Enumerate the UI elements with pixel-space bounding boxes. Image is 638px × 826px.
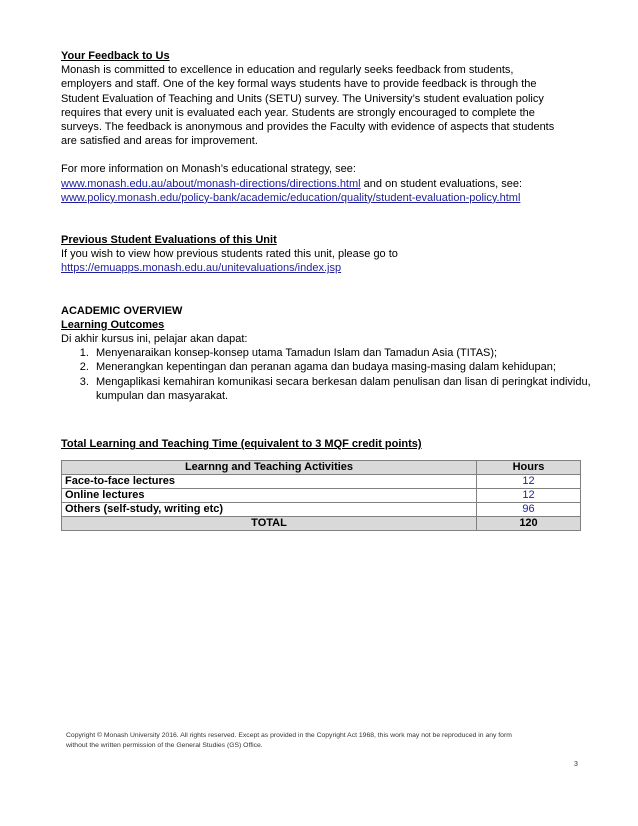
- hours-cell: 96: [477, 503, 581, 517]
- hours-cell: 12: [477, 489, 581, 503]
- page-number: 3: [574, 761, 578, 768]
- feedback-line: employers and staff. One of the key formal ways students have to provide feedback is through the: [61, 78, 537, 91]
- directions-suffix: and on student evaluations, see:: [360, 177, 523, 190]
- learning-outcome-item: 2. Menerangkan kepentingan dan peranan agama dan budaya masing-masing dalam kehidupan;: [92, 360, 591, 374]
- learning-outcomes-heading: Learning Outcomes: [61, 318, 165, 331]
- feedback-line: surveys. The feedback is anonymous and provides the Faculty with evidence of aspects that students: [61, 121, 555, 134]
- directions-line: [61, 177, 591, 191]
- previous-evaluations-heading: Previous Student Evaluations of this Unit: [61, 234, 277, 247]
- feedback-line: Monash is committed to excellence in education and regularly seeks feedback from students,: [61, 64, 514, 77]
- directions-link[interactable]: www.monash.edu.au/about/monash-directions/directions.html: [61, 177, 361, 190]
- activity-cell: Online lectures: [62, 489, 477, 503]
- evaluation-policy-link[interactable]: www.policy.monash.edu/policy-bank/academic/education/quality/student-evaluation-policy.html: [61, 191, 521, 204]
- table-row: [62, 489, 581, 503]
- unit-evaluations-link[interactable]: https://emuapps.monash.edu.au/unitevaluations/index.jsp: [61, 262, 342, 275]
- learning-outcomes-list: [61, 346, 591, 403]
- hours-column-header: Hours: [477, 461, 581, 475]
- feedback-heading: Your Feedback to Us: [61, 50, 170, 62]
- feedback-line: requires that every unit is evaluated each year. Students are strongly encouraged to complete the: [61, 106, 535, 119]
- hours-cell: 12: [477, 475, 581, 489]
- activity-cell: Others (self-study, writing etc): [62, 503, 477, 517]
- activity-column-header: Learnng and Teaching Activities: [62, 461, 477, 475]
- teaching-time-table: [61, 460, 581, 531]
- copyright-line: Copyright © Monash University 2016. All rights reserved. Except as provided in the Copyright Act 1968, this work may not be reproduced in any form: [66, 732, 512, 739]
- copyright-line: without the written permission of the General Studies (GS) Office.: [66, 742, 263, 749]
- total-row: [62, 517, 581, 531]
- total-hours-cell: 120: [477, 517, 581, 531]
- table-row: [62, 475, 581, 489]
- learning-outcome-item: 3. Mengaplikasi kemahiran komunikasi secara berkesan dalam penulisan dan lisan di peringkat individu, kumpulan dan masyarakat.: [92, 375, 591, 403]
- more-info-text: For more information on Monash’s educational strategy, see:: [61, 163, 356, 176]
- learning-outcomes-intro: Di akhir kursus ini, pelajar akan dapat:: [61, 333, 248, 346]
- total-label-cell: TOTAL: [62, 517, 477, 531]
- table-header-row: [62, 461, 581, 475]
- copyright-footer: [66, 731, 586, 751]
- teaching-time-heading: Total Learning and Teaching Time (equivalent to 3 MQF credit points): [61, 438, 422, 451]
- feedback-line: are satisfied and areas for improvement.: [61, 135, 258, 148]
- activity-cell: Face-to-face lectures: [62, 475, 477, 489]
- document-page: [61, 49, 591, 531]
- previous-evaluations-text: If you wish to view how previous students rated this unit, please go to: [61, 248, 398, 261]
- feedback-line: Student Evaluation of Teaching and Units (SETU) survey. The University’s student evaluation policy: [61, 92, 544, 105]
- academic-overview-title: ACADEMIC OVERVIEW: [61, 304, 183, 317]
- feedback-paragraph: [61, 63, 591, 148]
- learning-outcome-item: 1. Menyenaraikan konsep-konsep utama Tamadun Islam dan Tamadun Asia (TITAS);: [92, 346, 591, 360]
- table-row: [62, 503, 581, 517]
